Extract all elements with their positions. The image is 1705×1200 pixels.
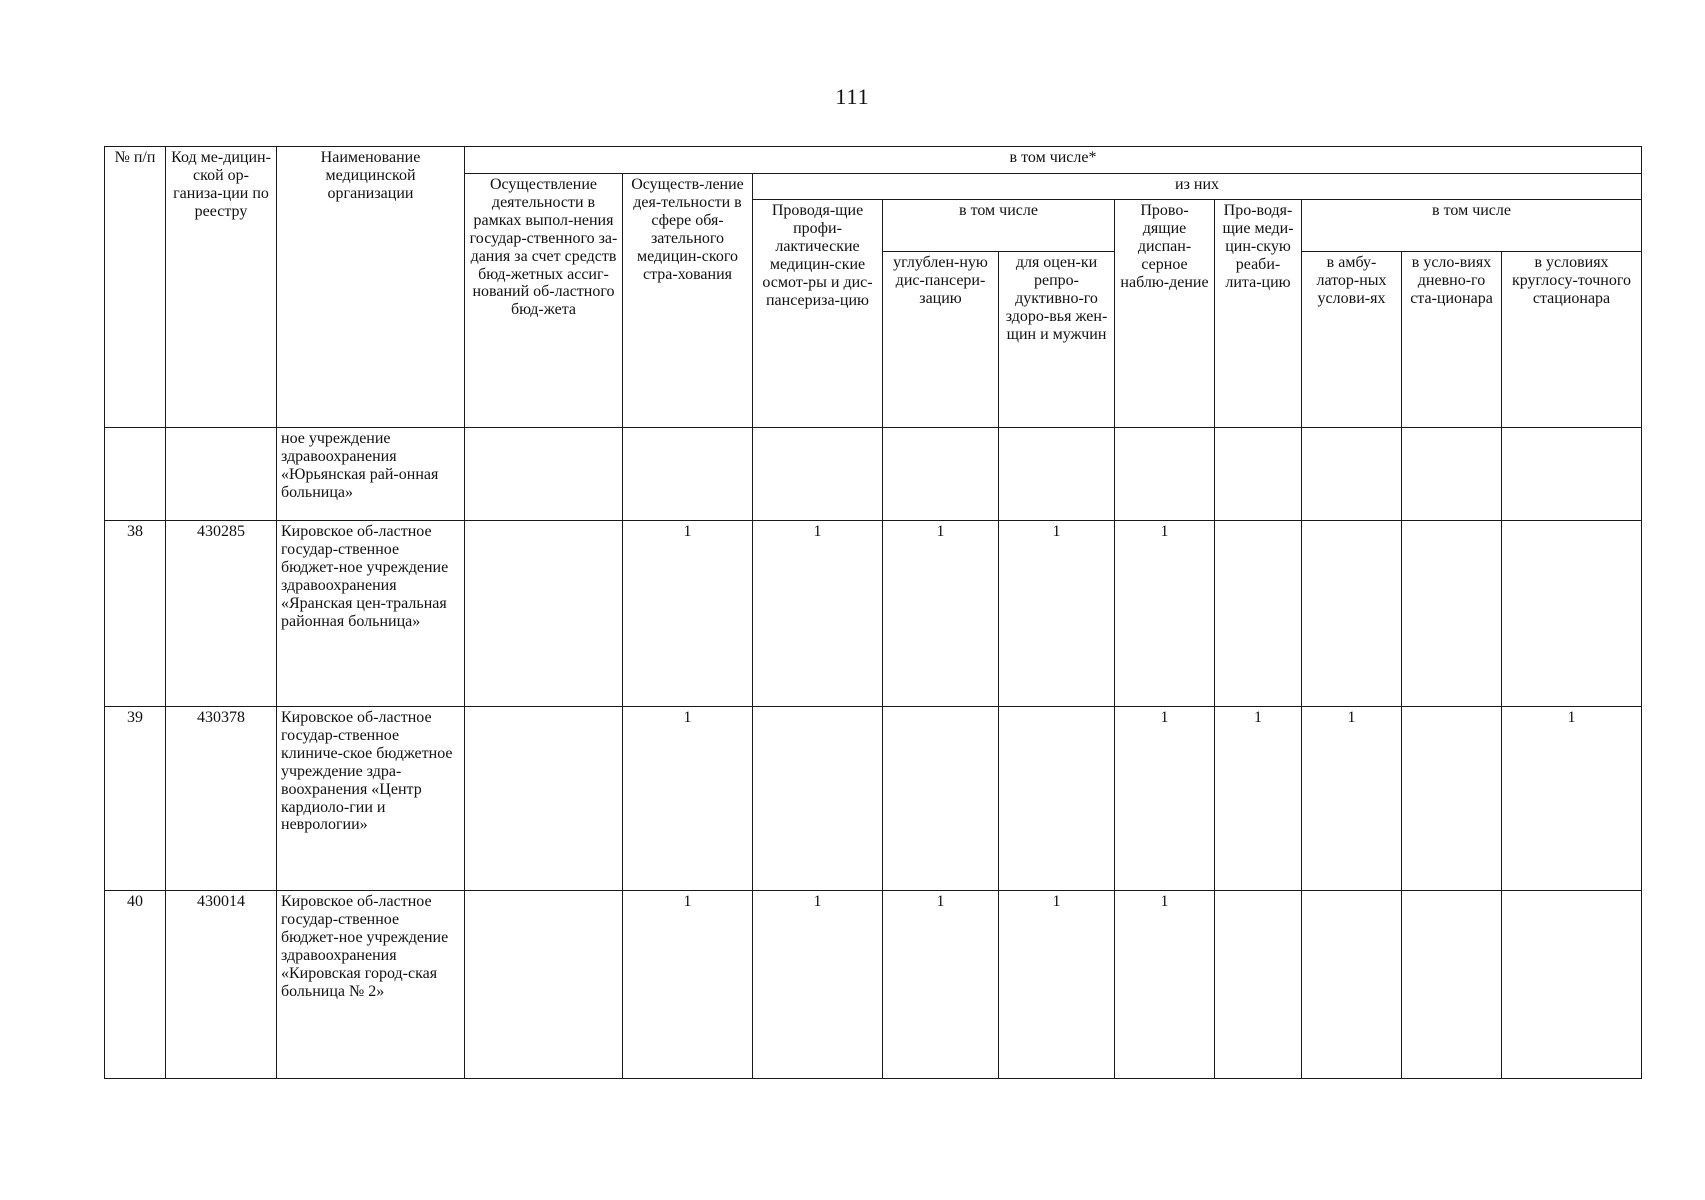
- cell-day: [1402, 521, 1502, 707]
- header-budget: Осуществление деятельности в рамках выпол-нения государ-ственного за-дания за счет средств бюд-жетных ассиг-нований об-ластного бюд-жета: [465, 174, 623, 428]
- cell-num: 40: [105, 891, 166, 1079]
- header-oms: Осуществ-ление дея-тельности в сфере обя-зательного медицин-ского стра-хования: [623, 174, 753, 428]
- cell-day: [1402, 891, 1502, 1079]
- cell-code: [166, 428, 277, 521]
- cell-oms: 1: [623, 521, 753, 707]
- cell-day: [1402, 707, 1502, 891]
- header-round: в условиях круглосу-точного стационара: [1502, 252, 1642, 428]
- page-number: 111: [835, 84, 870, 109]
- cell-name: ное учреждение здравоохранения «Юрьянская рай-онная больница»: [277, 428, 465, 521]
- cell-num: 38: [105, 521, 166, 707]
- header-disp: Прово-дящие диспан-серное наблю-дение: [1115, 200, 1215, 428]
- cell-num: 39: [105, 707, 166, 891]
- cell-amb: [1302, 891, 1402, 1079]
- cell-oms: [623, 428, 753, 521]
- header-group-vtom-2: в том числе: [1302, 200, 1642, 252]
- cell-reab: [1215, 428, 1302, 521]
- cell-amb: 1: [1302, 707, 1402, 891]
- cell-prof: 1: [753, 521, 883, 707]
- header-group-vtom-1: в том числе: [883, 200, 1115, 252]
- cell-name: Кировское об-ластное государ-ственное бюджет-ное учреждение здравоохранения «Яранская цен-тральная районная больница»: [277, 521, 465, 707]
- cell-reab: [1215, 891, 1302, 1079]
- cell-budget: [465, 891, 623, 1079]
- cell-reprod: [999, 707, 1115, 891]
- cell-round: 1: [1502, 707, 1642, 891]
- organizations-table: [104, 146, 1642, 1079]
- header-prof: Проводя-щие профи-лактические медицин-ские осмот-ры и дис-пансериза-цию: [753, 200, 883, 428]
- cell-round: [1502, 428, 1642, 521]
- cell-reprod: [999, 428, 1115, 521]
- cell-num: [105, 428, 166, 521]
- cell-name: Кировское об-ластное государ-ственное клиниче-ское бюджетное учреждение здра-воохранения «Центр кардиоло-гии и неврологии»: [277, 707, 465, 891]
- cell-budget: [465, 428, 623, 521]
- header-num: № п/п: [105, 147, 166, 428]
- header-name: Наименование медицинской организации: [277, 147, 465, 428]
- cell-uglub: 1: [883, 891, 999, 1079]
- cell-code: 430014: [166, 891, 277, 1079]
- cell-prof: [753, 707, 883, 891]
- header-reprod: для оцен-ки репро-дуктивно-го здоро-вья жен-щин и мужчин: [999, 252, 1115, 428]
- header-reab: Про-водя-щие меди-цин-скую реаби-лита-цию: [1215, 200, 1302, 428]
- cell-amb: [1302, 521, 1402, 707]
- header-code: Код ме-дицин-ской ор-ганиза-ции по реестру: [166, 147, 277, 428]
- cell-uglub: [883, 707, 999, 891]
- cell-reab: 1: [1215, 707, 1302, 891]
- cell-prof: [753, 428, 883, 521]
- cell-disp: 1: [1115, 891, 1215, 1079]
- table-row: [105, 521, 1642, 707]
- cell-day: [1402, 428, 1502, 521]
- header-amb: в амбу-латор-ных услови-ях: [1302, 252, 1402, 428]
- header-uglub: углублен-ную дис-пансери-зацию: [883, 252, 999, 428]
- cell-oms: 1: [623, 891, 753, 1079]
- cell-uglub: [883, 428, 999, 521]
- cell-code: 430285: [166, 521, 277, 707]
- header-group-top: в том числе*: [465, 147, 1642, 174]
- cell-prof: 1: [753, 891, 883, 1079]
- table-row: [105, 428, 1642, 521]
- cell-round: [1502, 891, 1642, 1079]
- table-row: [105, 707, 1642, 891]
- cell-oms: 1: [623, 707, 753, 891]
- cell-amb: [1302, 428, 1402, 521]
- cell-name: Кировское об-ластное государ-ственное бюджет-ное учреждение здравоохранения «Кировская город-ская больница № 2»: [277, 891, 465, 1079]
- cell-reab: [1215, 521, 1302, 707]
- cell-reprod: 1: [999, 521, 1115, 707]
- cell-budget: [465, 521, 623, 707]
- cell-disp: 1: [1115, 707, 1215, 891]
- table-row: [105, 891, 1642, 1079]
- cell-disp: 1: [1115, 521, 1215, 707]
- cell-disp: [1115, 428, 1215, 521]
- cell-reprod: 1: [999, 891, 1115, 1079]
- cell-budget: [465, 707, 623, 891]
- header-group-iz-nih: из них: [753, 174, 1642, 200]
- cell-uglub: 1: [883, 521, 999, 707]
- header-day: в усло-виях дневно-го ста-ционара: [1402, 252, 1502, 428]
- cell-round: [1502, 521, 1642, 707]
- cell-code: 430378: [166, 707, 277, 891]
